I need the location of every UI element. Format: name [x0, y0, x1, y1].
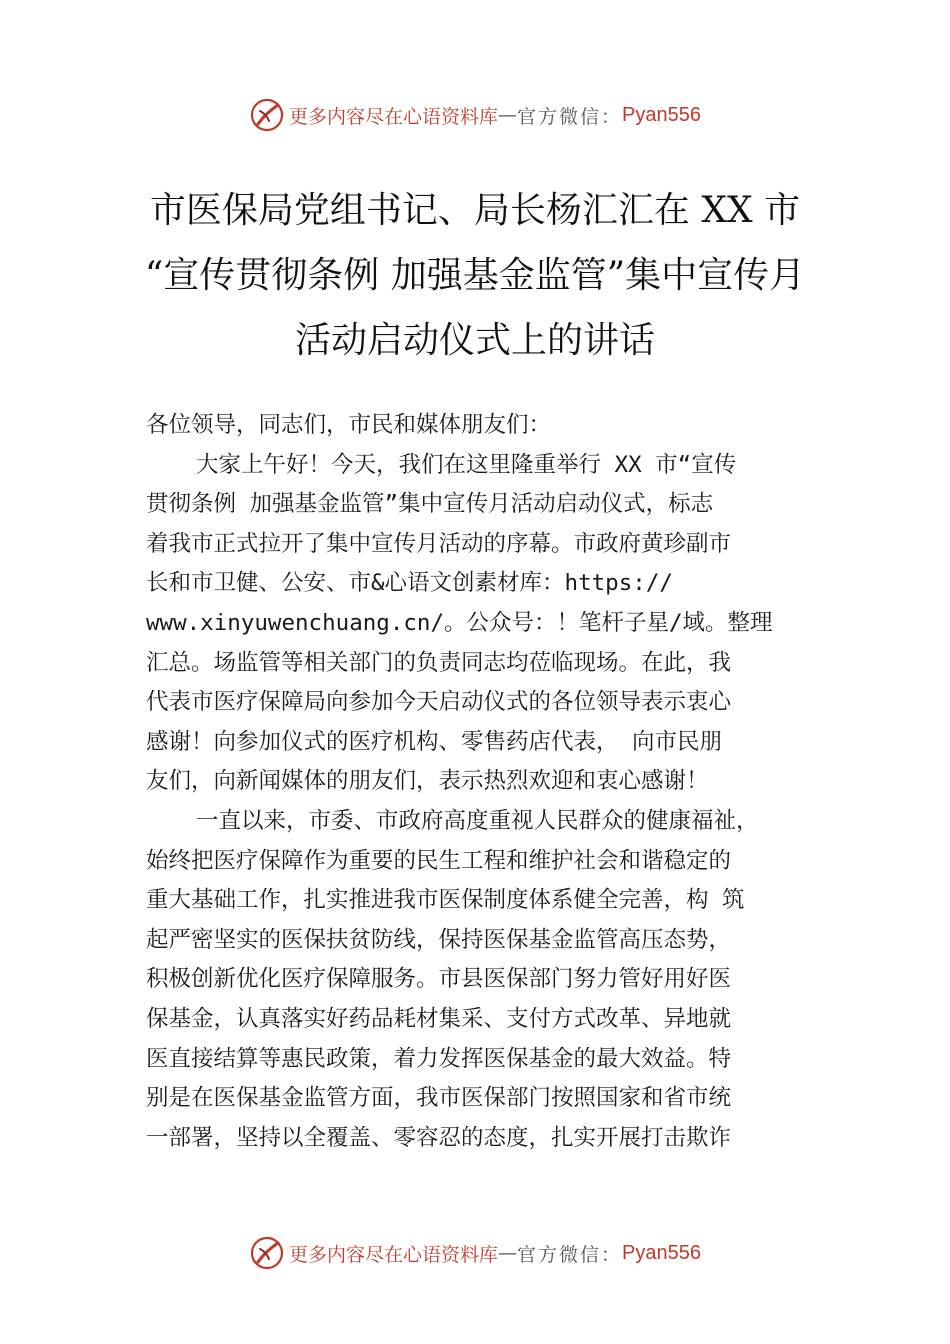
footer-banner: [0, 1233, 950, 1273]
document-body: [146, 406, 836, 1158]
body-line: 感谢！向参加仪式的医疗机构、零售药店代表， 向市民朋: [146, 728, 723, 755]
body-line: 重大基础工作，扎实推进我市医保制度体系健全完善，构 筑: [146, 887, 745, 914]
body-line: 一部署，坚持以全覆盖、零容忍的态度，扎实开展打击欺诈: [146, 1124, 732, 1151]
banner-tagline: 更多内容尽在心语资料库: [289, 105, 499, 128]
document-title: [100, 178, 850, 373]
body-line: 一直以来，市委、市政府高度重视人民群众的健康福祉，: [196, 807, 759, 834]
title-line: 活动启动仪式上的讲话: [294, 320, 655, 361]
banner-wechat-label: 官方微信：: [517, 105, 623, 128]
body-line: 长和市卫健、公安、市&心语文创素材库：https://: [146, 570, 673, 597]
body-line: 医直接结算等惠民政策，着力发挥医保基金的最大效益。特: [146, 1045, 732, 1072]
salutation-line: 各位领导，同志们，市民和媒体朋友们：: [146, 412, 552, 438]
banner-tagline: 更多内容尽在心语资料库: [289, 1243, 499, 1266]
body-line: 友们，向新闻媒体的朋友们，表示热烈欢迎和衷心感谢！: [146, 768, 709, 795]
brush-logo-icon: [249, 97, 285, 133]
body-line: 汇总。场监管等相关部门的负责同志均莅临现场。在此，我: [146, 649, 732, 676]
body-line: 保基金，认真落实好药品耗材集采、支付方式改革、异地就: [146, 1005, 732, 1032]
banner-separator: —: [498, 104, 518, 126]
body-line: 积极创新优化医疗保障服务。市县医保部门努力管好用好医: [146, 966, 732, 993]
body-line: 别是在医保基金监管方面，我市医保部门按照国家和省市统: [146, 1085, 732, 1112]
banner-wechat-label: 官方微信：: [517, 1243, 623, 1266]
title-line: 市医保局党组书记、局长杨汇汇在 XX 市: [149, 190, 801, 231]
body-line: 始终把医疗保障作为重要的民生工程和维护社会和谐稳定的: [146, 847, 732, 874]
banner-separator: —: [498, 1242, 518, 1264]
body-line: 起严密坚实的医保扶贫防线，保持医保基金监管高压态势，: [146, 926, 732, 953]
body-line: 代表市医疗保障局向参加今天启动仪式的各位领导表示衷心: [146, 689, 732, 716]
brush-logo-icon: [249, 1235, 285, 1271]
header-banner: [0, 95, 950, 135]
body-line: 贯彻条例 加强基金监管”集中宣传月活动启动仪式，标志: [146, 491, 714, 518]
title-line: “宣传贯彻条例 加强基金监管”集中宣传月: [144, 255, 806, 296]
body-line: 着我市正式拉开了集中宣传月活动的序幕。市政府黄珍副市: [146, 530, 732, 557]
banner-wechat-id: Pyan556: [622, 103, 701, 126]
body-line: 大家上午好！今天，我们在这里隆重举行 XX 市“宣传: [196, 451, 737, 478]
banner-wechat-id: Pyan556: [622, 1241, 701, 1264]
body-line: www.xinyuwenchuang.cn/。公众号：！笔杆子星/域。整理: [146, 609, 773, 636]
